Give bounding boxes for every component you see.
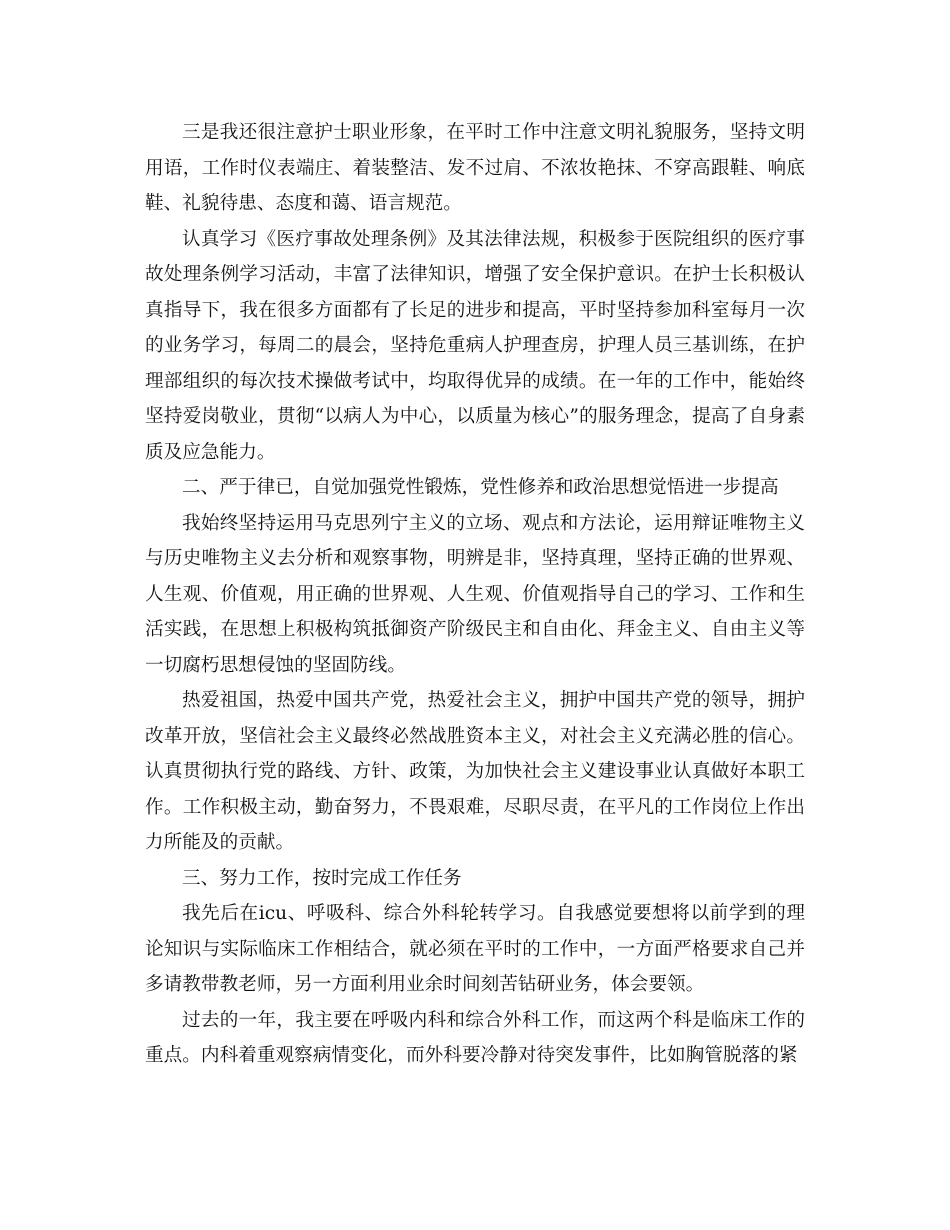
paragraph-political-thought: 我始终坚持运用马克思列宁主义的立场、观点和方法论，运用辩证唯物主义与历史唯物主义去分析和观察事物，明辨是非，坚持真理，坚持正确的世界观、人生观、价值观，用正确的世界观、人生观、价值观指导自己的学习、工作和生活实践，在思想上积极构筑抵御资产阶级民主和自由化、拜金主义、自由主义等一切腐朽思想侵蚀的坚固防线。 <box>145 512 805 676</box>
document-body <box>145 115 805 1074</box>
paragraph-rotation-study: 我先后在icu、呼吸科、综合外科轮转学习。自我感觉要想将以前学到的理论知识与实际临床工作相结合，就必须在平时的工作中，一方面严格要求自己并多请教带教老师，另一方面利用业余时间刻苦钻研业务，体会要领。 <box>145 903 805 995</box>
paragraph-patriotism: 热爱祖国，热爱中国共产党，热爱社会主义，拥护中国共产党的领导，拥护改革开放，坚信社会主义最终必然战胜资本主义，对社会主义充满必胜的信心。认真贯彻执行党的路线、方针、政策，为加快社会主义建设事业认真做好本职工作。工作积极主动，勤奋努力，不畏艰难，尽职尽责，在平凡的工作岗位上作出力所能及的贡献。 <box>145 690 805 853</box>
paragraph-past-year-work: 过去的一年，我主要在呼吸内科和综合外科工作，而这两个科是临床工作的重点。内科着重观察病情变化，而外科要冷静对待突发事件，比如胸管脱落的紧 <box>145 1009 805 1066</box>
section-heading-self-discipline: 二、严于律已，自觉加强党性锻炼，党性修养和政治思想觉悟进一步提高 <box>182 477 779 498</box>
section-heading-work-tasks: 三、努力工作，按时完成工作任务 <box>182 867 462 889</box>
paragraph-medical-regulations-study: 认真学习《医疗事故处理条例》及其法律法规，积极参于医院组织的医疗事故处理条例学习活动，丰富了法律知识，增强了安全保护意识。在护士长积极认真指导下，我在很多方面都有了长足的进步和提高，平时坚持参加科室每月一次的业务学习，每周二的晨会，坚持危重病人护理查房，护理人员三基训练，在护理部组织的每次技术操做考试中，均取得优异的成绩。在一年的工作中，能始终坚持爱岗敬业，贯彻“以病人为中心，以质量为核心”的服务理念，提高了自身素质及应急能力。 <box>145 228 805 463</box>
paragraph-professional-image: 三是我还很注意护士职业形象，在平时工作中注意文明礼貌服务，坚持文明用语，工作时仪表端庄、着装整洁、发不过肩、不浓妆艳抹、不穿高跟鞋、响底鞋、礼貌待患、态度和蔼、语言规范。 <box>145 122 805 214</box>
